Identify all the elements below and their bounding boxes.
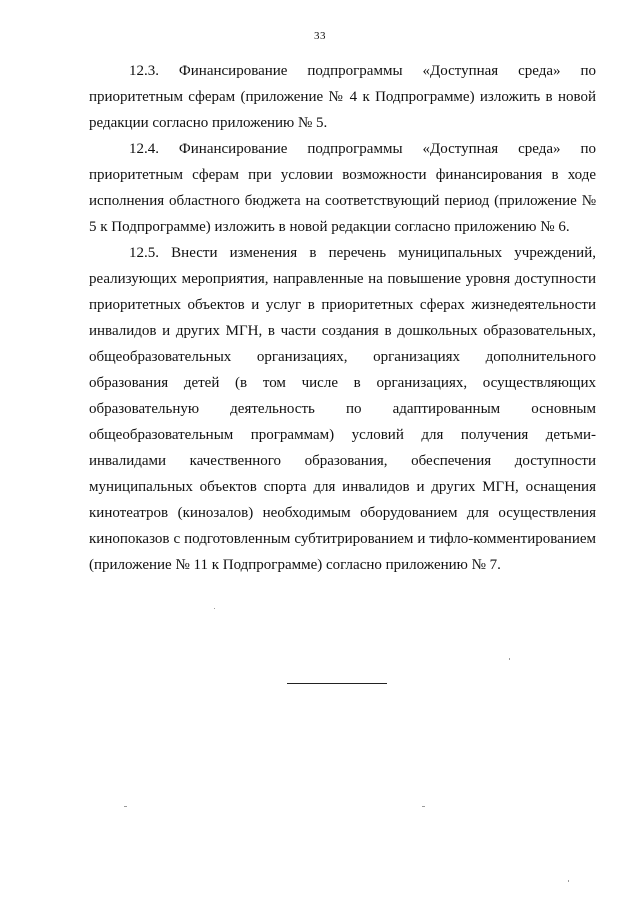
paragraph-12-4: 12.4. Финансирование подпрограммы «Доступная среда» по приоритетным сферам при условии возможности финансирования в ходе исполнения областного бюджета на соответствующий период (приложение № 5 к Подпрограмме) изложить в новой редакции согласно приложению № 6. [89,141,596,235]
document-body [89,58,596,578]
scan-speck [124,806,127,807]
paragraph-12-3: 12.3. Финансирование подпрограммы «Доступная среда» по приоритетным сферам (приложение № 4 к Подпрограмме) изложить в новой редакции согласно приложению № 5. [89,63,596,131]
end-separator-line [287,683,387,684]
page-number: 33 [314,30,326,42]
scan-speck [509,658,510,660]
scan-speck [214,608,215,609]
scan-speck [568,880,569,882]
paragraph-12-5: 12.5. Внести изменения в перечень муниципальных учреждений, реализующих мероприятия, направленные на повышение уровня доступности приоритетных объектов и услуг в приоритетных сферах жизнедеятельности инвалидов и других МГН, в части создания в дошкольных образовательных, общеобразовательных организациях, организациях дополнительного образования детей (в том числе в организациях, осуществляющих образовательную деятельность по адаптированным основным общеобразовательным программам) условий для получения детьми-инвалидами качественного образования, обеспечения доступности муниципальных объектов спорта для инвалидов и других МГН, оснащения кинотеатров (кинозалов) необходимым оборудованием для осуществления кинопоказов с подготовленным субтитрированием и тифло-комментированием (приложение № 11 к Подпрограмме) согласно приложению № 7. [89,245,596,573]
scan-speck [422,806,425,807]
